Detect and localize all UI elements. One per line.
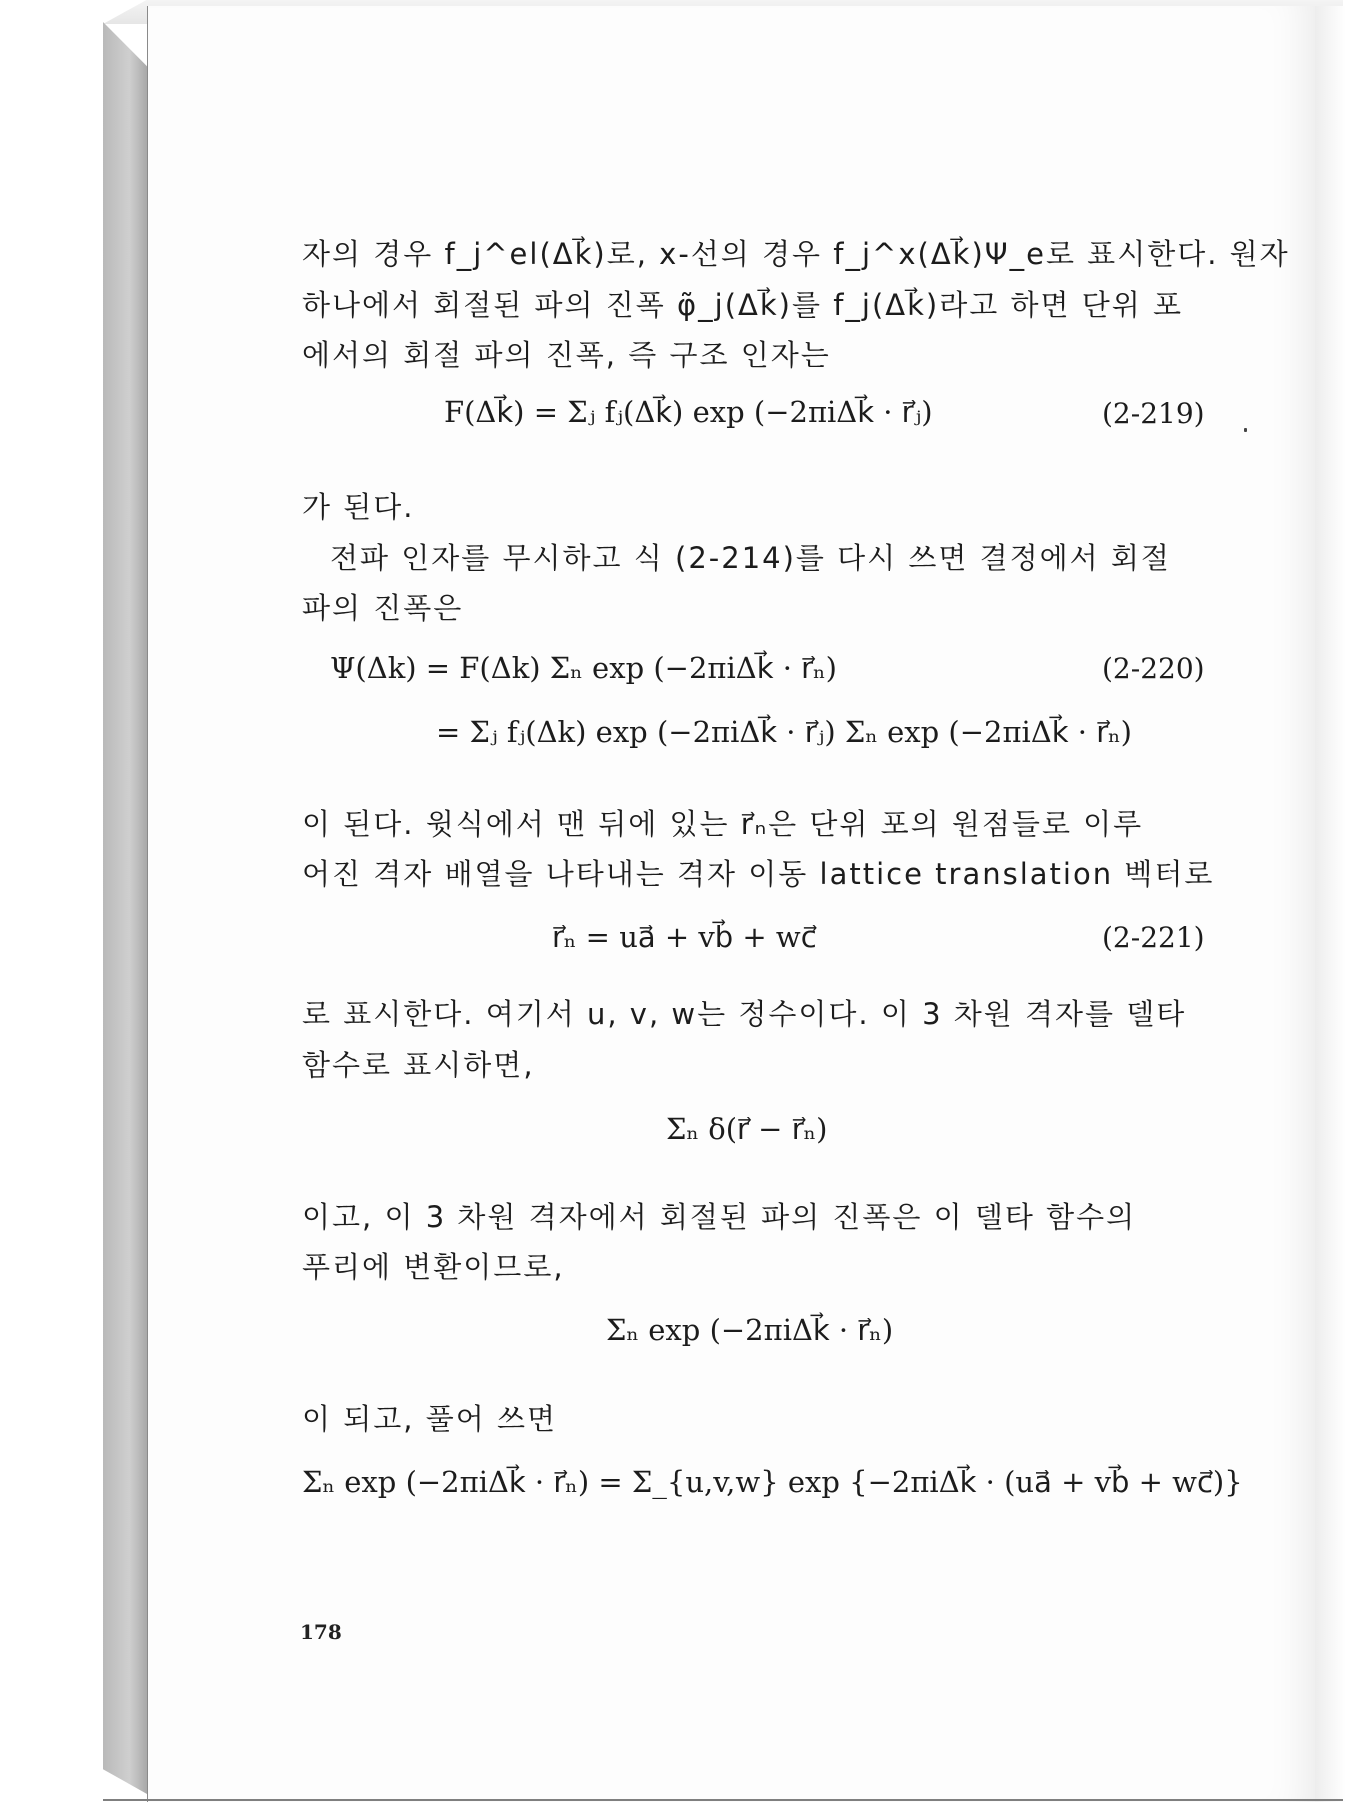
equation-number-2-221: (2-221) [1102, 921, 1205, 954]
text-line-4: 가 된다. [302, 490, 415, 524]
page-bottom-edge [103, 1799, 1343, 1801]
equation-expanded-sum: Σₙ exp (−2πiΔk⃗ · r⃗ₙ) = Σ_{u,v,w} exp {−2πiΔk⃗ · (ua⃗ + vb⃗ + wc⃗)} [302, 1465, 1243, 1499]
text-line-1: 자의 경우 f_j^el(Δk⃗)로, x-선의 경우 f_j^x(Δk⃗)Ψ_e로 표시한다. 원자 [302, 237, 1290, 271]
text-line-7: 이 된다. 윗식에서 맨 뒤에 있는 r⃗ₙ은 단위 포의 원점들로 이루 [302, 807, 1144, 841]
page-right-edge [1315, 6, 1346, 1802]
equation-2-221: r⃗ₙ = ua⃗ + vb⃗ + wc⃗ [552, 920, 817, 954]
text-line-13: 이 되고, 풀어 쓰면 [302, 1402, 557, 1436]
text-line-5: 전파 인자를 무시하고 식 (2-214)를 다시 쓰면 결정에서 회절 [330, 541, 1171, 575]
text-line-10: 함수로 표시하면, [302, 1048, 535, 1082]
equation-2-220-line-1: Ψ(Δk) = F(Δk) Σₙ exp (−2πiΔk⃗ · r⃗ₙ) [330, 651, 837, 685]
equation-number-2-219: (2-219) [1102, 397, 1205, 430]
book-page-edges [103, 22, 147, 1794]
text-line-2: 하나에서 회절된 파의 진폭 φ̃_j(Δk⃗)를 f_j(Δk⃗)라고 하면 단위 포 [302, 288, 1183, 322]
print-speck [1244, 428, 1247, 432]
equation-2-220-line-2: = Σⱼ fⱼ(Δk) exp (−2πiΔk⃗ · r⃗ⱼ) Σₙ exp (−2πiΔk⃗ · r⃗ₙ) [436, 715, 1132, 749]
text-line-8: 어진 격자 배열을 나타내는 격자 이동 lattice translation 벡터로 [302, 857, 1215, 891]
equation-number-2-220: (2-220) [1102, 652, 1205, 685]
page-number: 178 [300, 1620, 342, 1644]
text-line-11: 이고, 이 3 차원 격자에서 회절된 파의 진폭은 이 델타 함수의 [302, 1200, 1137, 1234]
equation-lattice-sum: Σₙ exp (−2πiΔk⃗ · r⃗ₙ) [606, 1313, 894, 1347]
book-page [147, 6, 1316, 1802]
equation-2-219: F(Δk⃗) = Σⱼ fⱼ(Δk⃗) exp (−2πiΔk⃗ · r⃗ⱼ) [444, 395, 933, 429]
text-line-9: 로 표시한다. 여기서 u, v, w는 정수이다. 이 3 차원 격자를 델타 [302, 997, 1187, 1031]
text-line-6: 파의 진폭은 [302, 591, 464, 625]
text-line-12: 푸리에 변환이므로, [302, 1250, 565, 1284]
text-line-3: 에서의 회절 파의 진폭, 즉 구조 인자는 [302, 338, 831, 372]
equation-delta-lattice: Σₙ δ(r⃗ − r⃗ₙ) [666, 1112, 828, 1146]
